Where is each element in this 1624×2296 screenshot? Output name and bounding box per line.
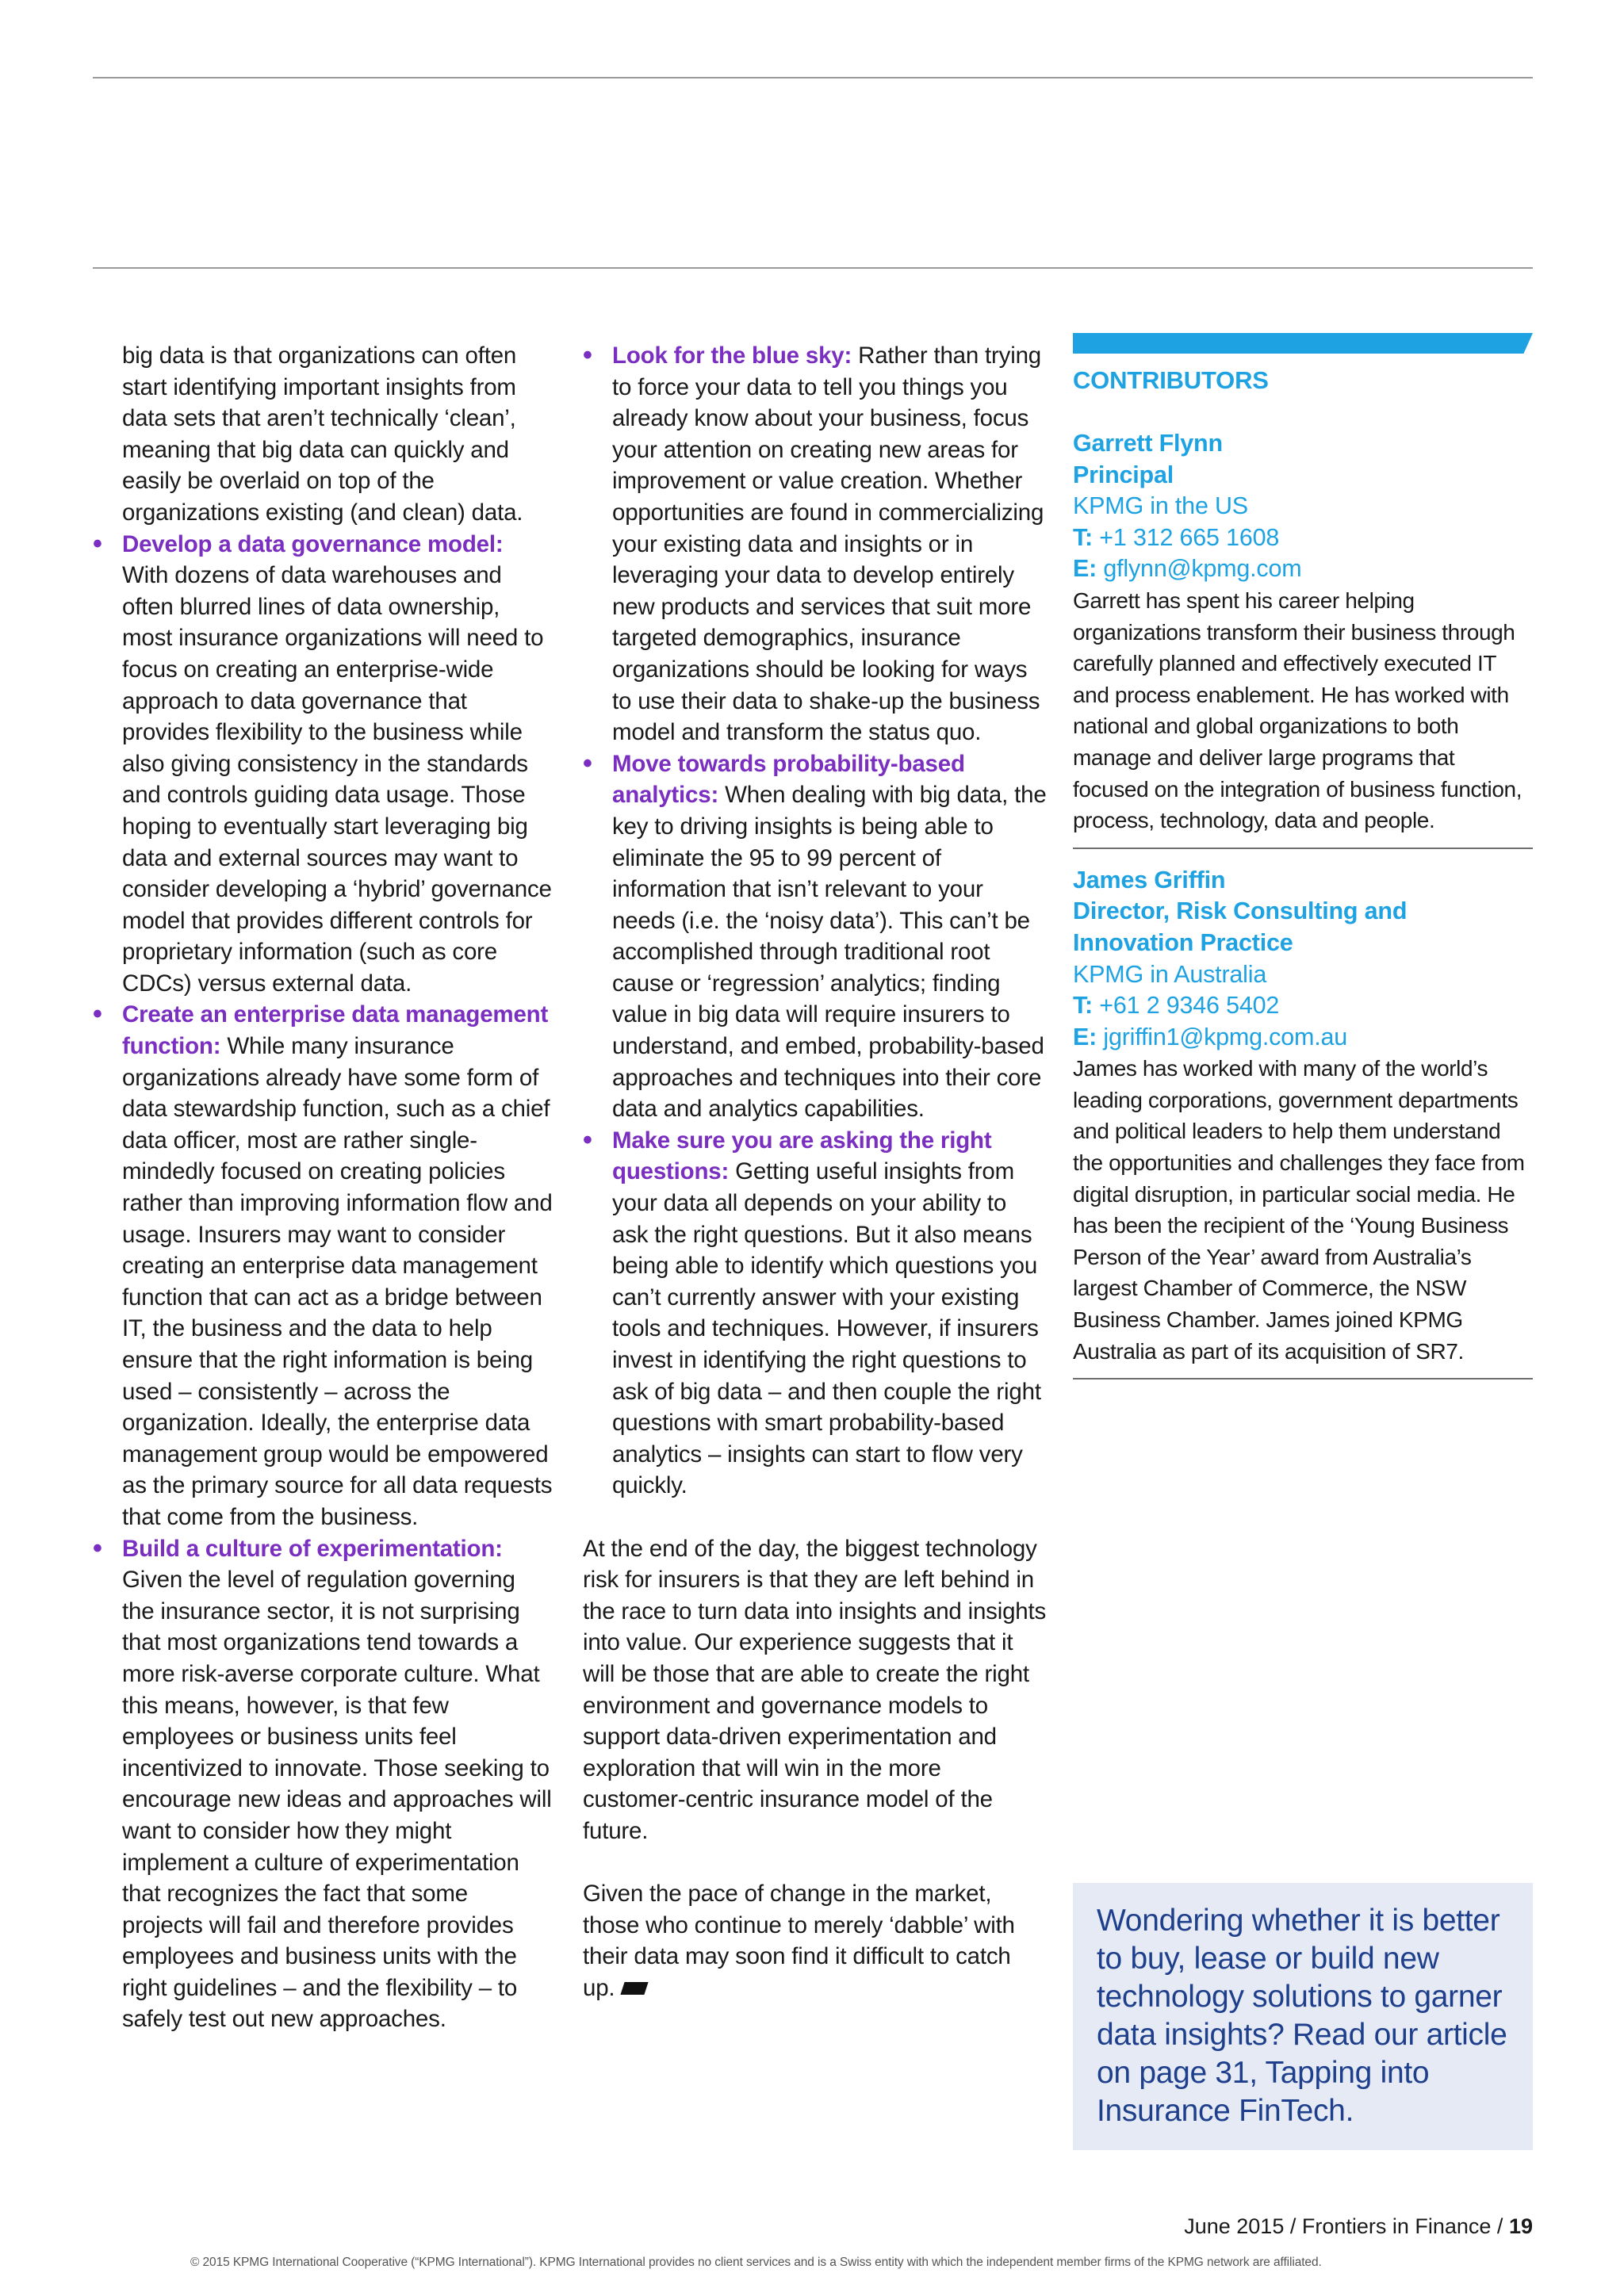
bullet-text: Given the level of regulation governing the insurance sector, it is not surprising that most organizations tend towards a more risk-averse corporate culture. What this means, however, is that few employees or business units feel incentivized to innovate. Those seeking to encourage new ideas and approaches will want to consider how they might implement a culture of experimentation that recognizes the fact that some projects will fail and therefore provides employees and business units with the right guidelines – and the flexibility – to safely test out new approaches. — [122, 1567, 552, 2033]
bullet-list — [583, 340, 1047, 1502]
contributor-email[interactable]: E: gflynn@kpmg.com — [1073, 555, 1302, 583]
contributor-email[interactable]: E: jgriffin1@kpmg.com.au — [1073, 1023, 1347, 1050]
bullet-heading: Develop a data governance model: — [122, 530, 504, 557]
callout-text: Wondering whether it is better to buy, lease or build new technology solutions to garner data insights? Read our article on page 31, Tapping into Insurance FinTech. — [1097, 1904, 1507, 2128]
list-item — [583, 1125, 1047, 1502]
bullet-heading: Look for the blue sky: — [612, 342, 852, 369]
bullet-text: Getting useful insights from your data all depends on your ability to ask the right questions. But it also means being able to identify which questions you can’t currently answer with your existing tools and techniques. However, if insurers invest in identifying the right questions to ask of big data – and then couple the right questions with smart probability-based analytics – insights can start to flow very quickly. — [612, 1158, 1041, 1499]
contributor-name: James Griffin — [1073, 866, 1226, 894]
contributors-heading: CONTRIBUTORS — [1073, 366, 1269, 394]
bullet-heading: Move towards probability-based analytics: — [612, 750, 965, 809]
continued-paragraph: big data is that organizations can often start identifying important insights from data sets that aren’t technically ‘clean’, meaning that big data can quickly and easily be overlaid on top of the organizations existing (and clean) data. — [122, 342, 523, 526]
contributor-role: Principal — [1073, 461, 1174, 488]
issue-label: June 2015 / Frontiers in Finance / — [1184, 2214, 1509, 2238]
list-item — [583, 340, 1047, 748]
contributor-organization: KPMG in the US — [1073, 492, 1248, 520]
bullet-text: When dealing with big data, the key to driving insights is being able to eliminate the 95 to 99 percent of information that isn’t relevant to your needs (i.e. the ‘noisy data’). This can’t be accomplished through traditional root cause or ‘regression’ analytics; finding value in big data will require insurers to understand, and embed, probability-based approaches and techniques into their core data and analytics capabilities. — [612, 782, 1047, 1123]
contributor-divider — [1073, 848, 1533, 849]
article-column-2 — [583, 340, 1047, 2003]
copyright-notice: © 2015 KPMG International Cooperative (“KPMG International”). KPMG International provides no client services and is a Swiss entity with which the independent member firms of the KPMG network are affiliated. — [190, 2256, 1322, 2269]
page-footer — [1184, 2214, 1533, 2239]
bullet-heading: Create an enterprise data management function: — [122, 1001, 549, 1060]
bullet-list — [93, 529, 553, 2036]
contributor-phone: T: +1 312 665 1608 — [1073, 523, 1280, 551]
contributor-bio: James has worked with many of the world’s leading corporations, government departments and political leaders to help them understand the opportunities and challenges they face from digital disruption, in particular social media. He has been the recipient of the ‘Young Business Person of the Year’ award from Australia’s largest Chamber of Commerce, the NSW Business Chamber. James joined KPMG Australia as part of its acquisition of SR7. — [1073, 1056, 1525, 1364]
bullet-heading: Make sure you are asking the right questions: — [612, 1127, 992, 1185]
end-of-article-icon — [621, 1982, 649, 1995]
list-item — [93, 1533, 553, 2036]
contributor-phone: T: +61 2 9346 5402 — [1073, 992, 1280, 1020]
final-paragraph — [583, 1878, 1047, 2003]
contributor-name: Garrett Flynn — [1073, 430, 1223, 457]
bullet-text: With dozens of data warehouses and often blurred lines of data ownership, most insurance organizations will need to focus on creating an enterprise-wide approach to data governance that provides flexibility to the business while also giving consistency in the standards and controls guiding data usage. Those hoping to eventually start leveraging big data and external sources may want to consider developing a ‘hybrid’ governance model that provides different controls for proprietary information (such as core CDCs) versus external data. — [122, 562, 552, 997]
article-column-1 — [93, 340, 553, 2035]
header-rule — [93, 267, 1533, 269]
list-item — [93, 529, 553, 1000]
contributor-organization: KPMG in Australia — [1073, 960, 1267, 988]
contributor-card — [1073, 428, 1533, 836]
contributor-card — [1073, 865, 1533, 1368]
top-rule — [93, 77, 1533, 78]
contributor-bio: Garrett has spent his career helping organizations transform their business through carefully planned and effectively executed IT and process enablement. He has worked with national and global organizations to both manage and deliver large programs that focused on the integration of business function, process, technology, data and people. — [1073, 587, 1522, 833]
bullet-text: While many insurance organizations already have some form of data stewardship function, such as a chief data officer, most are rather single-mindedly focused on creating policies rather than improving information flow and usage. Insurers may want to consider creating an enterprise data management function that can act as a bridge between IT, the business and the data to help ensure that the right information is being used – consistently – across the organization. Ideally, the enterprise data management group would be empowered as the primary source for all data requests that come from the business. — [122, 1033, 553, 1530]
final-paragraph-text: Given the pace of change in the market, those who continue to merely ‘dabble’ with their data may soon find it difficult to catch up. — [583, 1881, 1015, 2001]
contributor-divider — [1073, 1378, 1533, 1380]
contributor-role: Director, Risk Consulting and Innovation Practice — [1073, 897, 1408, 956]
list-item — [583, 748, 1047, 1125]
closing-paragraph: At the end of the day, the biggest technology risk for insurers is that they are left behind in the race to turn data into insights and insights into value. Our experience suggests that it will be those that are able to create the right environment and governance models to support data-driven experimentation and exploration that will win in the more customer-centric insurance model of the future. — [583, 1535, 1047, 1844]
related-article-callout — [1073, 1883, 1533, 2150]
page-number: 19 — [1508, 2214, 1533, 2238]
bullet-heading: Build a culture of experimentation: — [122, 1535, 503, 1562]
contributors-accent-bar — [1073, 333, 1533, 354]
contributors-sidebar — [1073, 333, 1533, 1395]
list-item — [93, 999, 553, 1533]
bullet-text: Rather than trying to force your data to tell you things you already know about your business, focus your attention on creating new areas for improvement or value creation. Whether opportunities are found in commercializing your existing data and insights or in leveraging your data to develop entirely new products and services that suit more targeted demographics, insurance organizations should be looking for ways to use their data to shake-up the business model and transform the status quo. — [612, 342, 1044, 746]
